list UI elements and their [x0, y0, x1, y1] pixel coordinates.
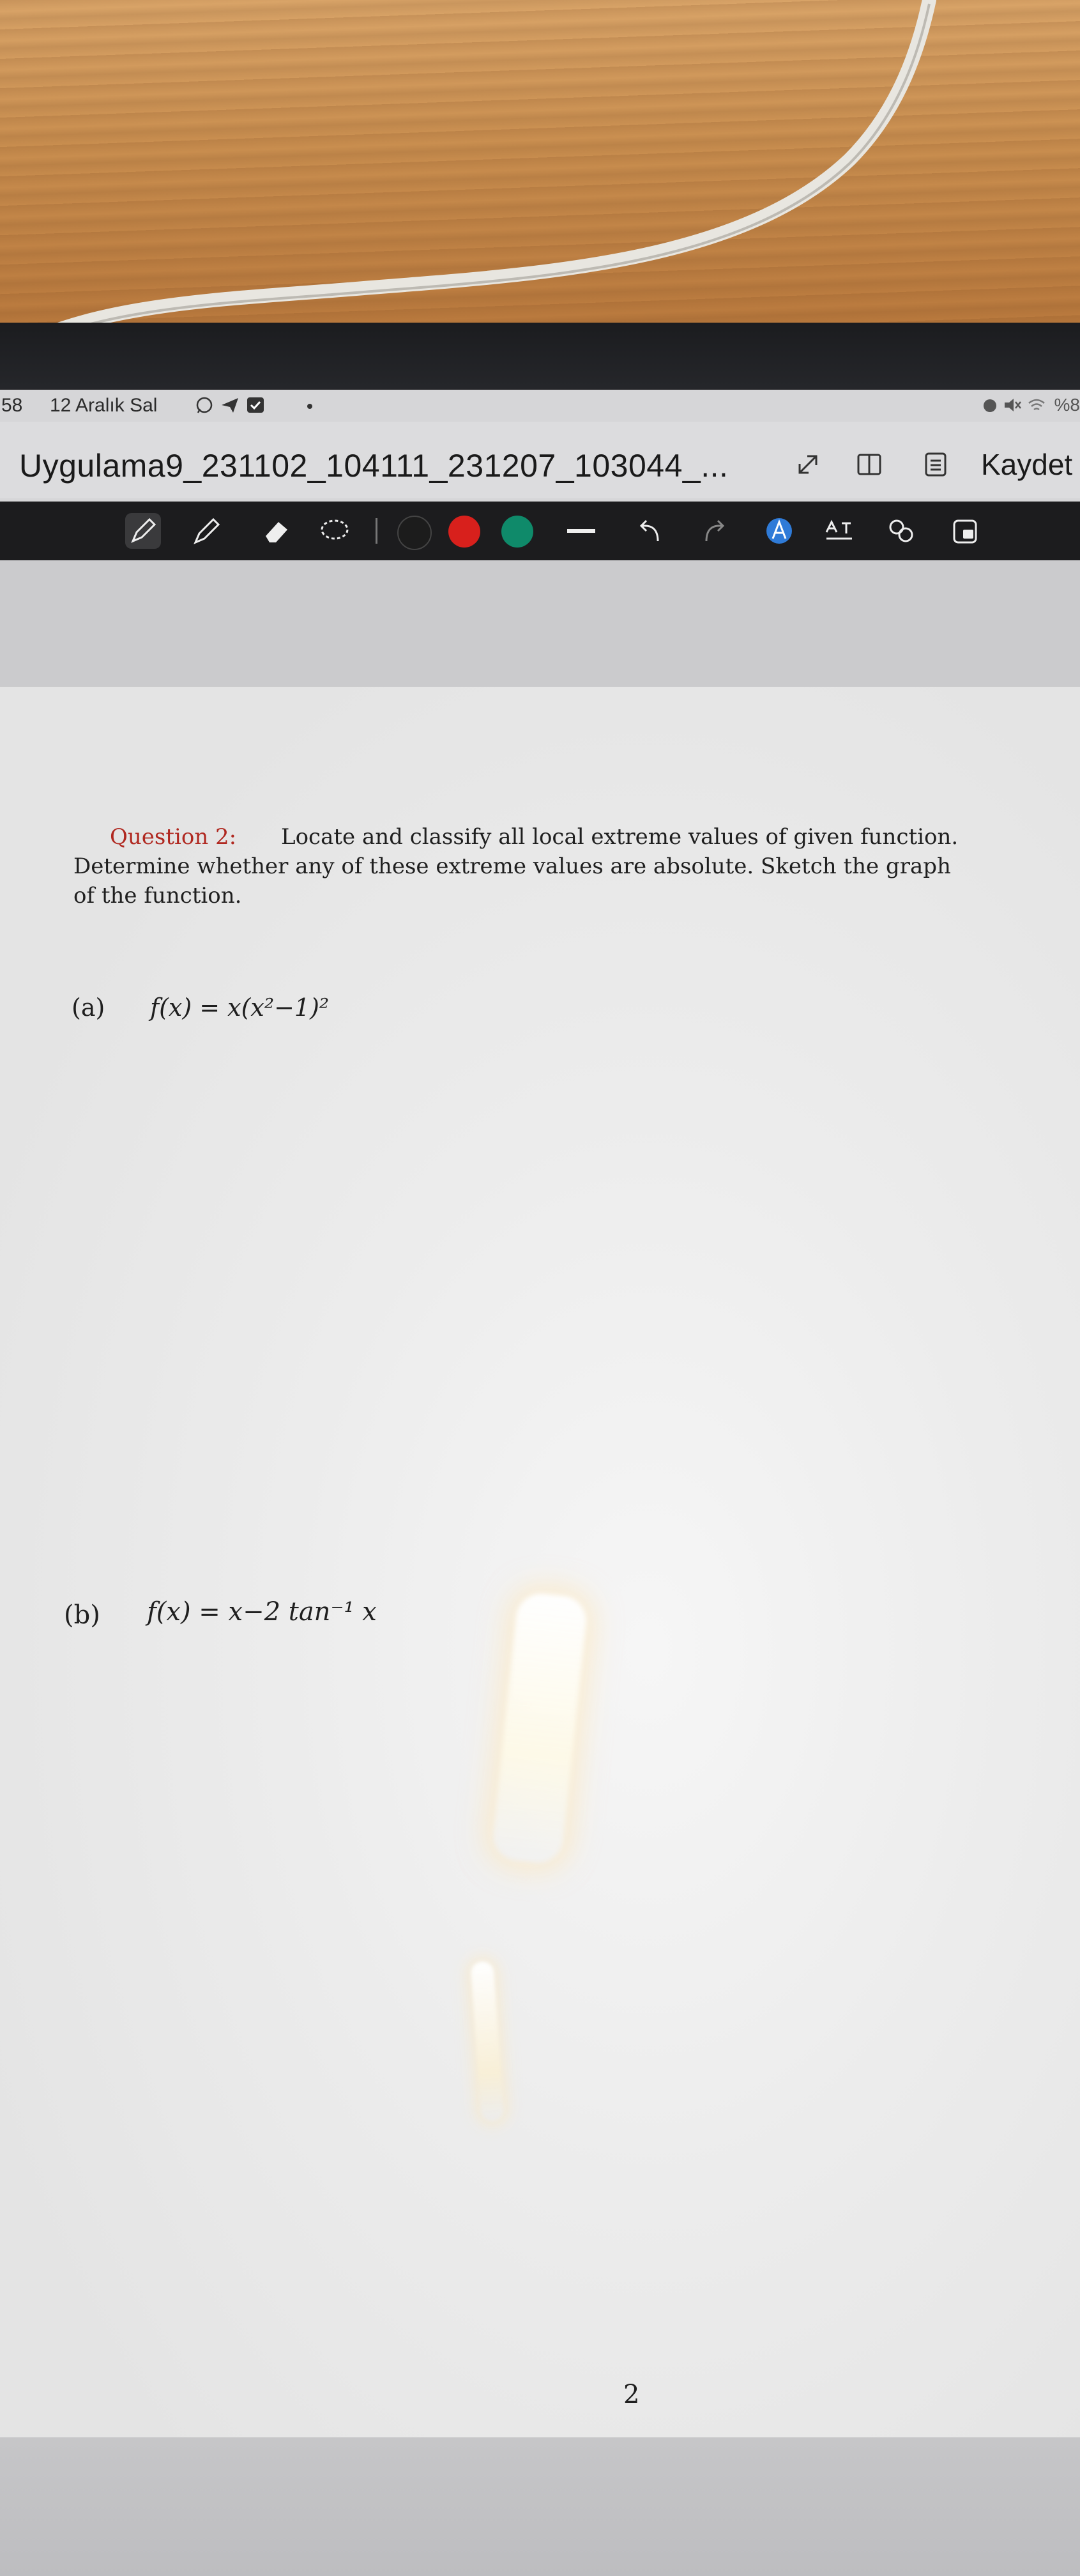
question-text-line: Locate and classify all local extreme values of given function. [281, 824, 959, 850]
title-bar [0, 422, 1080, 498]
lasso-icon[interactable] [317, 513, 353, 549]
pencil-icon[interactable] [189, 513, 225, 549]
toolbar-divider [376, 518, 377, 544]
page-margin [0, 560, 1080, 688]
battery-percent: %8 [1054, 395, 1080, 415]
eraser-icon[interactable] [259, 513, 295, 549]
wifi-icon [1027, 396, 1046, 414]
part-b-formula: f(x) = x−2 tan⁻¹ x [147, 1597, 377, 1627]
redo-icon[interactable] [696, 513, 732, 549]
lock-icon[interactable] [948, 513, 984, 549]
drawing-toolbar [0, 502, 1080, 560]
part-a-formula: f(x) = x(x²−1)² [150, 993, 330, 1022]
status-bar [0, 390, 1080, 419]
question-text-line: Determine whether any of these extreme values are absolute. Sketch the graph [73, 854, 951, 879]
check-box-icon [246, 396, 265, 414]
question-text-line: of the function. [73, 883, 242, 908]
part-b-label: (b) [64, 1600, 100, 1630]
whatsapp-icon [195, 396, 214, 414]
status-date: 12 Aralık Sal [50, 395, 158, 416]
alarm-icon [980, 396, 1000, 414]
text-icon[interactable] [761, 513, 797, 549]
color-green-swatch[interactable] [501, 516, 533, 548]
page-number: 2 [623, 2380, 640, 2409]
undo-icon[interactable] [632, 513, 668, 549]
pen-icon[interactable] [125, 513, 161, 549]
line-icon[interactable] [563, 513, 599, 549]
dot-icon [305, 396, 314, 414]
document-title[interactable]: Uygulama9_231102_104111_231207_103044_... [19, 448, 729, 484]
color-black-swatch[interactable] [397, 516, 432, 550]
part-a-label: (a) [72, 993, 105, 1022]
expand-icon[interactable] [793, 450, 823, 479]
shapes-icon[interactable] [884, 513, 920, 549]
mute-icon [1003, 396, 1022, 414]
status-time: 58 [1, 395, 23, 416]
send-icon [220, 396, 240, 414]
question-label: Question 2: [110, 824, 237, 850]
document-page[interactable] [0, 687, 1080, 2437]
tablet-bezel [0, 323, 1080, 393]
menu-doc-icon[interactable] [921, 450, 950, 479]
color-red-swatch[interactable] [448, 516, 480, 548]
page-bottom-margin [0, 2437, 1080, 2576]
text-format-icon[interactable] [821, 513, 857, 549]
book-icon[interactable] [855, 450, 884, 479]
save-button[interactable]: Kaydet [981, 448, 1073, 481]
